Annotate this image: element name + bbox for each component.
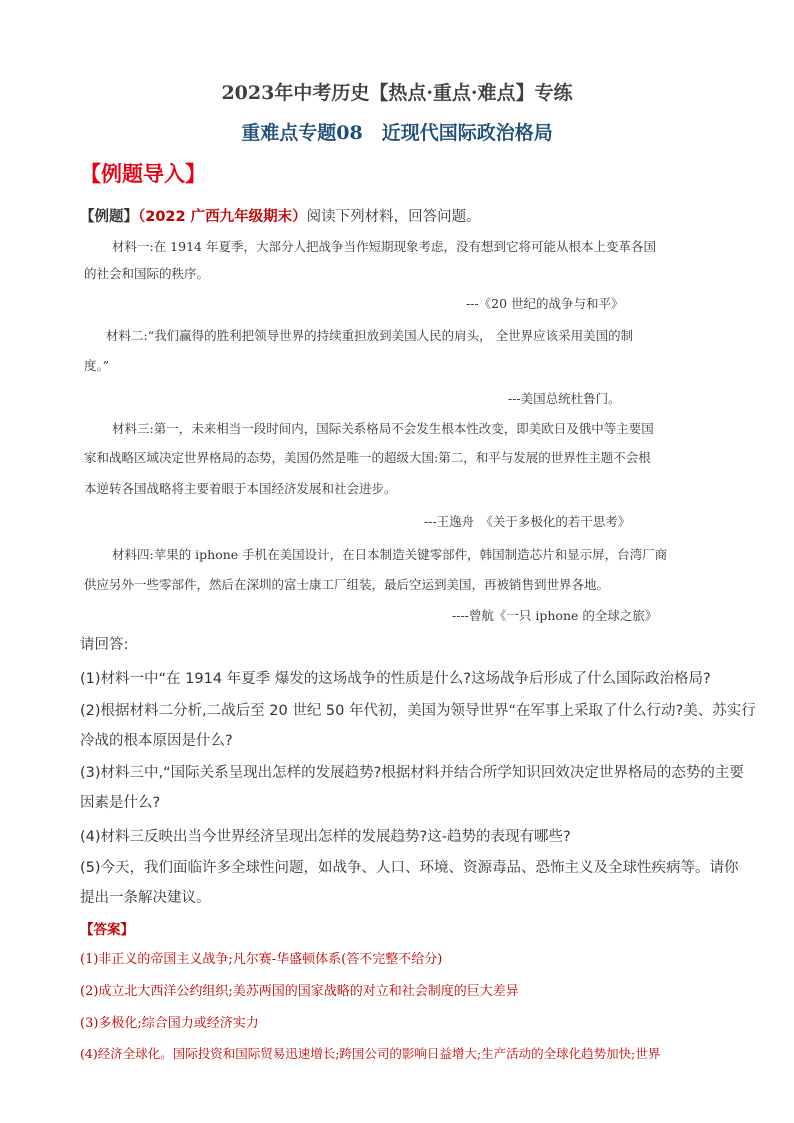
question-line: (1)材料一中“在 1914 年夏季 爆发的这场战争的性质是什么?这场战争后形成了什么国际政治格局? bbox=[80, 671, 711, 687]
intro-line bbox=[80, 205, 481, 226]
material-source: ---王逸舟 《关于多极化的若干思考》 bbox=[424, 514, 631, 529]
document-title: 2023年中考历史【热点·重点·难点】专练 bbox=[221, 82, 573, 104]
answer-line: (1)非正义的帝国主义战争;凡尔赛-华盛顿体系(答不完整不给分) bbox=[80, 952, 443, 967]
question-line: 因素是什么? bbox=[80, 795, 161, 811]
exam-source: （2022 广西九年级期末） bbox=[138, 209, 307, 225]
material-source: ----曾航《一只 iphone 的全球之旅》 bbox=[452, 608, 658, 623]
material-source: ---美国总统杜鲁门。 bbox=[508, 391, 621, 406]
answer-line: (3)多极化;综合国力或经济实力 bbox=[80, 1016, 259, 1031]
question-line: (5)今天，我们面临许多全球性问题，如战争、人口、环境、资源毒品、恐怖主义及全球性疾病等。请你 bbox=[80, 860, 739, 876]
material-line: 供应另外一些零部件，然后在深圳的富士康工厂组装，最后空运到美国，再被销售到世界各地。 bbox=[84, 577, 610, 592]
material-source: ---《20 世纪的战争与和平》 bbox=[466, 296, 624, 311]
answer-line: (4)经济全球化。国际投资和国际贸易迅速增长;跨国公司的影响日益增大;生产活动的全球化趋势加快;世界 bbox=[80, 1046, 661, 1061]
material-line: 材料四:苹果的 iphone 手机在美国设计，在日本制造关键零部件，韩国制造芯片和显示屏，台湾厂商 bbox=[112, 547, 668, 562]
material-line: 的社会和国际的秩序。 bbox=[84, 266, 210, 281]
material-line: 材料二:“我们赢得的胜利把领导世界的持续重担放到美国人民的肩头， 全世界应该采用美国的制 bbox=[106, 328, 634, 343]
material-line: 材料一:在 1914 年夏季，大部分人把战争当作短期现象考虑，没有想到它将可能从根本上变革各国 bbox=[112, 239, 656, 254]
material-line: 材料三:第一，未来相当一段时间内，国际关系格局不会发生根本性改变，即美欧日及俄中等主要国 bbox=[112, 421, 654, 436]
question-line: 冷战的根本原因是什么? bbox=[80, 733, 233, 749]
question-line: (4)材料三反映出当今世界经济呈现出怎样的发展趋势?这-趋势的表现有哪些? bbox=[80, 829, 571, 845]
material-line: 本逆转各国战略将主要着眼于本国经济发展和社会进步。 bbox=[84, 481, 397, 496]
material-line: 家和战略区域决定世界格局的态势，美国仍然是唯一的超级大国:第二，和平与发展的世界性主题不会根 bbox=[84, 450, 651, 465]
answer-label: 【答案】 bbox=[80, 922, 134, 938]
questions-lead: 请回答: bbox=[80, 637, 129, 653]
question-line: (2)根据材料二分析,二战后至 20 世纪 50 年代初，美国为领导世界“在军事上采取了什么行动?美、苏实行 bbox=[80, 703, 756, 719]
material-line: 度。” bbox=[84, 358, 110, 373]
document-subtitle: 重难点专题08 近现代国际政治格局 bbox=[241, 122, 553, 144]
answer-line: (2)成立北大西洋公约组织;美苏两国的国家战略的对立和社会制度的巨大差异 bbox=[80, 984, 519, 999]
question-line: 提出一条解决建议。 bbox=[80, 890, 211, 906]
intro-text: 阅读下列材料，回答问题。 bbox=[306, 209, 481, 225]
section-label: 【例题导入】 bbox=[80, 161, 206, 186]
question-line: (3)材料三中,“国际关系呈现出怎样的发展趋势?根据材料并结合所学知识回效决定世界格局的态势的主要 bbox=[80, 765, 744, 781]
example-label: 【例题】 bbox=[80, 209, 138, 225]
